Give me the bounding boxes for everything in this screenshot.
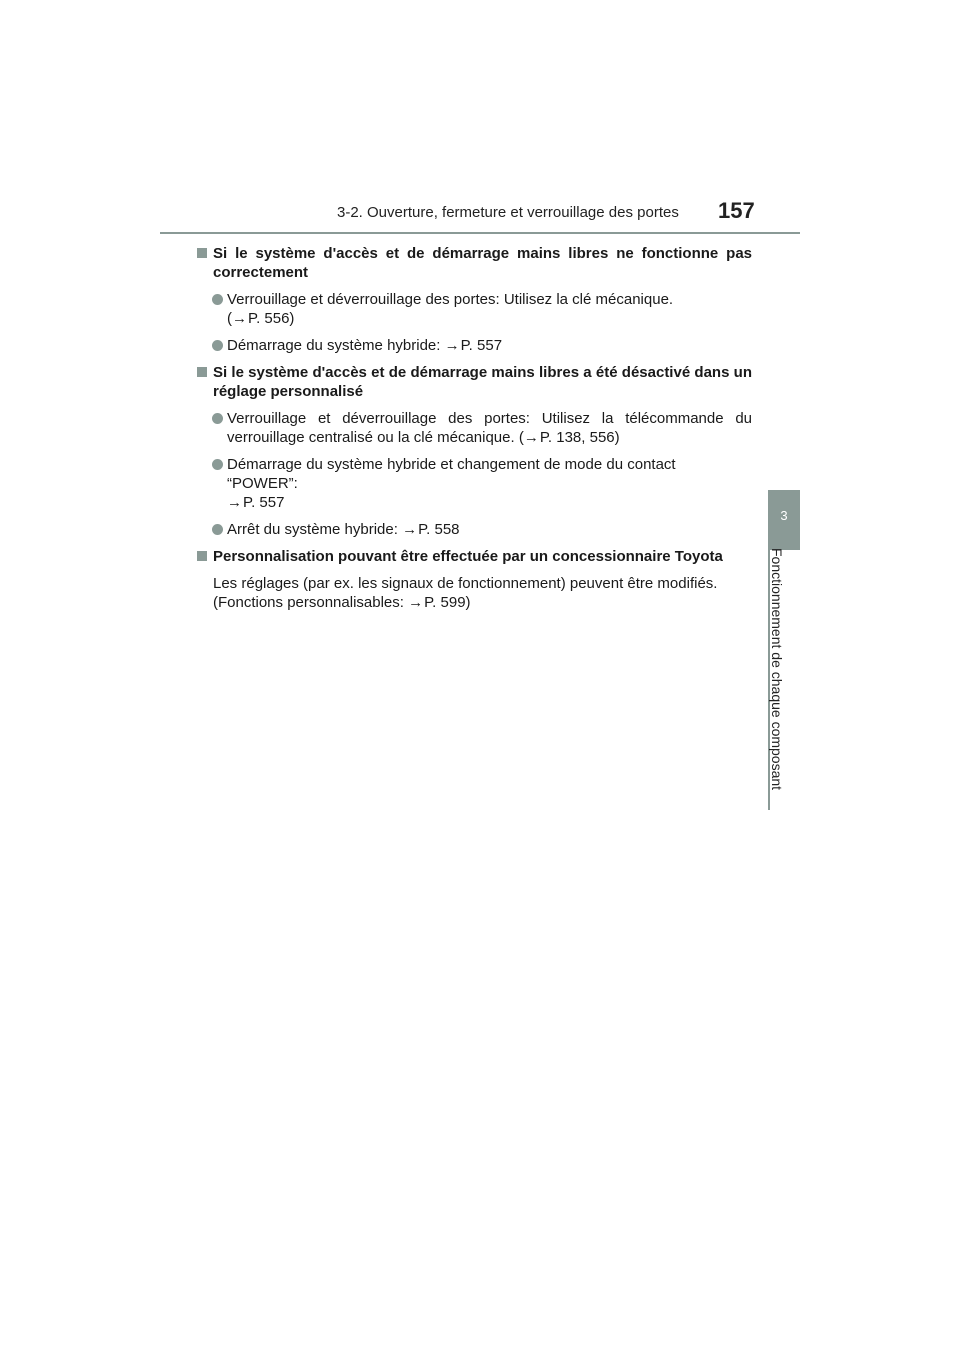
square-bullet-icon xyxy=(197,248,207,258)
square-bullet-icon xyxy=(197,551,207,561)
arrow-right-icon: → xyxy=(227,494,242,511)
round-bullet-icon xyxy=(212,340,223,351)
list-item: Verrouillage et déverrouillage des portes: Utilisez la télécommande du verrouillage centralisé ou la clé mécanique. (→P. 138, 556) xyxy=(197,409,752,447)
list-item: Démarrage du système hybride et changement de mode du contact “POWER”: →P. 557 xyxy=(197,455,752,512)
section-heading: Si le système d'accès et de démarrage mains libres ne fonctionne pas correctement xyxy=(197,244,752,282)
round-bullet-icon xyxy=(212,413,223,424)
arrow-right-icon: → xyxy=(523,429,539,446)
round-bullet-icon xyxy=(212,294,223,305)
page-reference: P. 557 xyxy=(460,337,503,354)
header-rule xyxy=(160,232,800,234)
chapter-tab xyxy=(768,490,800,550)
chapter-side-label-text: Fonctionnement de chaque composant xyxy=(769,548,785,791)
page-content xyxy=(197,240,752,620)
list-item: Verrouillage et déverrouillage des portes: Utilisez la clé mécanique. (→P. 556) xyxy=(197,290,752,328)
page-reference: P. 556) xyxy=(248,310,295,327)
arrow-right-icon: → xyxy=(408,594,424,611)
page-reference: P. 138, 556) xyxy=(539,429,620,446)
square-bullet-icon xyxy=(197,367,207,377)
page-number: 157 xyxy=(718,198,755,223)
section-heading: Si le système d'accès et de démarrage mains libres a été désactivé dans un réglage personnalisé xyxy=(197,363,752,401)
chapter-tab-number: 3 xyxy=(780,508,788,523)
list-item: Arrêt du système hybride: →P. 558 xyxy=(197,520,752,539)
section-heading: Personnalisation pouvant être effectuée par un concessionnaire Toyota xyxy=(197,547,752,566)
chapter-title: 3-2. Ouverture, fermeture et verrouillage des portes xyxy=(337,204,679,221)
page-reference: P. 599) xyxy=(424,594,471,611)
page-reference: P. 558 xyxy=(418,521,460,538)
paragraph: Les réglages (par ex. les signaux de fonctionnement) peuvent être modifiés. (Fonctions personnalisables: →P. 599) xyxy=(213,575,718,611)
page-reference: P. 557 xyxy=(243,494,285,511)
round-bullet-icon xyxy=(212,459,223,470)
arrow-right-icon: → xyxy=(402,521,418,538)
chapter-side-label xyxy=(769,548,795,808)
list-item: Démarrage du système hybride: →P. 557 xyxy=(197,336,752,355)
arrow-right-icon: → xyxy=(232,310,247,327)
arrow-right-icon: → xyxy=(444,337,460,354)
round-bullet-icon xyxy=(212,524,223,535)
